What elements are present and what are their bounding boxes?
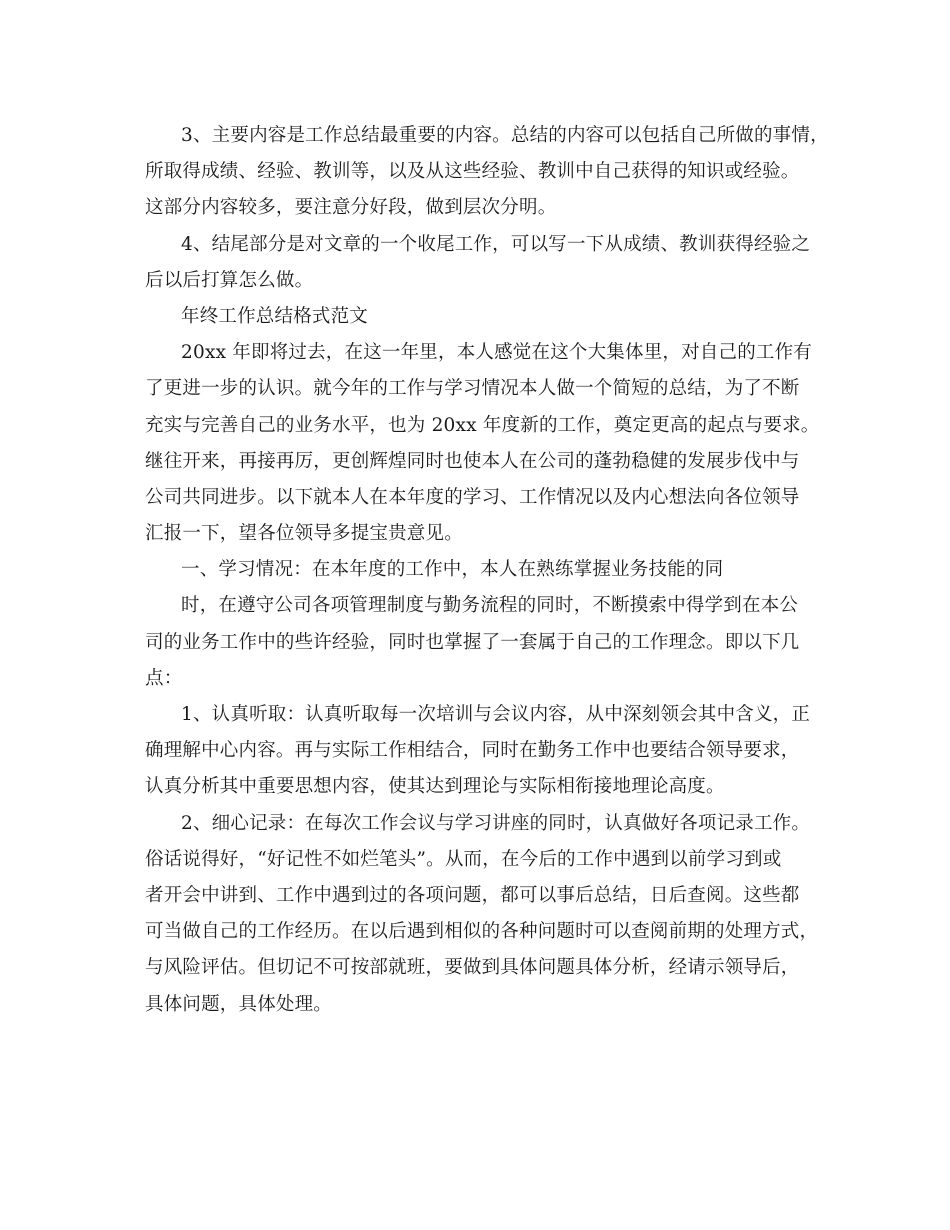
- text-line: 所取得成绩、经验、教训等，以及从这些经验、教训中自己获得的知识或经验。: [145, 161, 800, 183]
- text-line: 者开会中讲到、工作中遇到过的各项问题，都可以事后总结，日后查阅。这些都: [145, 884, 800, 906]
- text-line: 3、主要内容是工作总结最重要的内容。总结的内容可以包括自己所做的事情，: [181, 125, 829, 146]
- text-line: 2、细心记录：在每次工作会议与学习讲座的同时，认真做好各项记录工作。: [181, 812, 811, 834]
- text-line: 与风险评估。但切记不可按部就班，要做到具体问题具体分析，经请示领导后，: [145, 957, 800, 979]
- text-line: 汇报一下，望各位领导多提宝贵意见。: [145, 523, 463, 545]
- text-line: 认真分析其中重要思想内容，使其达到理论与实际相衔接地理论高度。: [145, 776, 725, 798]
- text-line: 时，在遵守公司各项管理制度与勤务流程的同时，不断摸索中得学到在本公: [181, 595, 799, 617]
- text-line: 了更进一步的认识。就今年的工作与学习情况本人做一个简短的总结，为了不断: [145, 378, 800, 400]
- text-line: 司的业务工作中的些许经验，同时也掌握了一套属于自己的工作理念。即以下几: [145, 631, 800, 653]
- text-line: 1、认真听取：认真听取每一次培训与会议内容，从中深刻领会其中含义，正: [181, 704, 811, 725]
- text-line: 4、结尾部分是对文章的一个收尾工作，可以写一下从成绩、教训获得经验之: [181, 233, 811, 255]
- text-line: 继往开来，再接再厉，更创辉煌同时也使本人在公司的蓬勃稳健的发展步伐中与: [145, 450, 800, 472]
- text-line: 可当做自己的工作经历。在以后遇到相似的各种问题时可以查阅前期的处理方式，: [145, 921, 819, 943]
- text-line: 20xx 年即将过去，在这一年里，本人感觉在这个大集体里，对自己的工作有: [181, 342, 812, 364]
- text-line: 确理解中心内容。再与实际工作相结合，同时在勤务工作中也要结合领导要求，: [145, 740, 800, 762]
- text-line: 这部分内容较多，要注意分好段，做到层次分明。: [145, 197, 557, 219]
- text-line: 点：: [145, 667, 183, 689]
- document-body: [145, 118, 829, 1023]
- section-heading: 年终工作总结格式范文: [181, 305, 369, 327]
- text-line: 公司共同进步。以下就本人在本年度的学习、工作情况以及内心想法向各位领导: [145, 486, 800, 508]
- text-line: 后以后打算怎么做。: [145, 269, 314, 291]
- text-line: 俗话说得好，“好记性不如烂笔头”。从而，在今后的工作中遇到以前学习到或: [145, 848, 782, 870]
- text-line: 一、学习情况：在本年度的工作中，本人在熟练掌握业务技能的同: [181, 559, 724, 581]
- text-line: 充实与完善自己的业务水平，也为 20xx 年度新的工作，奠定更高的起点与要求。: [145, 414, 820, 436]
- text-line: 具体问题，具体处理。: [145, 993, 333, 1015]
